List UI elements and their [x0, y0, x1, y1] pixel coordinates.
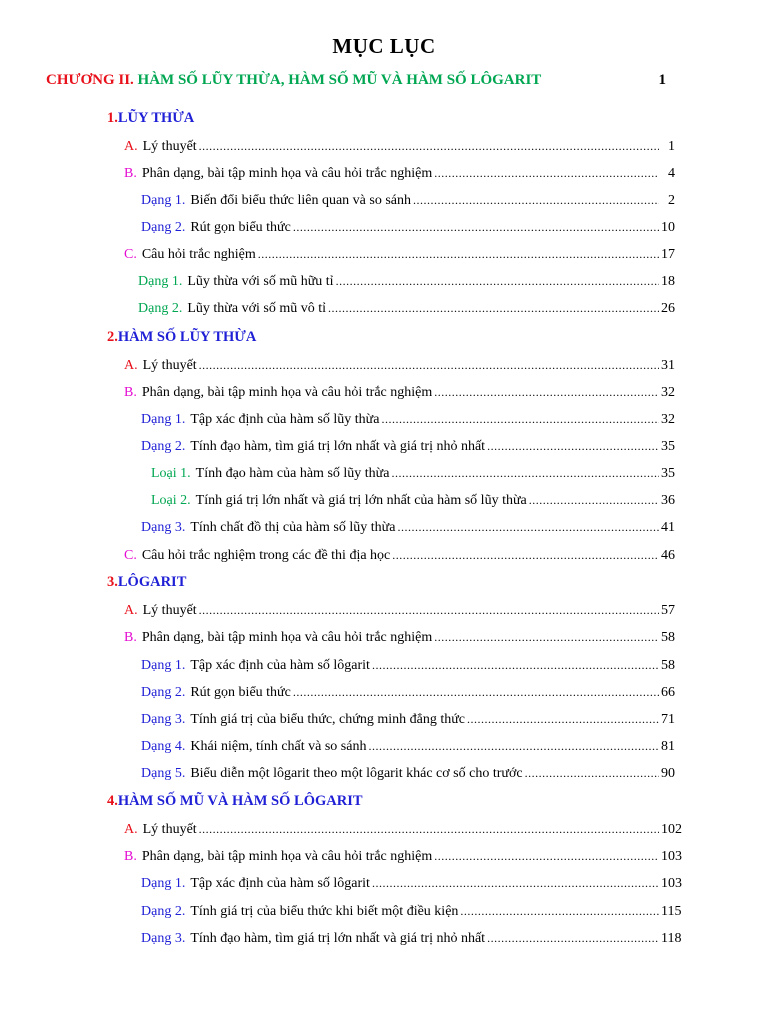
section-number: 3.: [107, 574, 118, 590]
entry-label: Dạng 2.: [141, 439, 186, 454]
toc-entry[interactable]: [124, 382, 675, 402]
entry-label: B.: [124, 385, 137, 400]
entry-label: Loại 2.: [151, 493, 191, 508]
entry-text: Tính đạo hàm, tìm giá trị lớn nhất và giá trị nhỏ nhất: [190, 931, 486, 946]
leader-dots: [434, 382, 659, 402]
entry-label: Dạng 1.: [141, 876, 186, 891]
entry-page: 18: [661, 274, 675, 289]
entry-label: Dạng 1.: [141, 193, 186, 208]
entry-text: Tập xác định của hàm số lũy thừa: [190, 412, 380, 427]
entry-text: Tính giá trị lớn nhất và giá trị lớn nhất của hàm số lũy thừa: [195, 493, 527, 508]
leader-dots: [381, 409, 659, 429]
chapter-page: 1: [658, 72, 666, 88]
entry-text: Phân dạng, bài tập minh họa và câu hỏi trắc nghiệm: [141, 849, 433, 864]
leader-dots: [328, 298, 659, 318]
entry-text: Lý thuyết: [142, 603, 197, 618]
toc-entry[interactable]: [124, 136, 675, 156]
section-title: HÀM SỐ LŨY THỪA: [117, 329, 257, 345]
entry-label: Dạng 2.: [138, 301, 183, 316]
section-heading[interactable]: [107, 574, 186, 591]
chapter-title: HÀM SỐ LŨY THỪA, HÀM SỐ MŨ VÀ HÀM SỐ LÔGARIT: [137, 72, 542, 88]
entry-label: B.: [124, 630, 137, 645]
chapter-prefix: CHƯƠNG II.: [46, 72, 138, 88]
entry-label: Dạng 1.: [141, 658, 186, 673]
entry-page: 2: [668, 193, 675, 208]
entry-label: C.: [124, 247, 137, 262]
leader-dots: [372, 655, 659, 675]
entry-text: Tính chất đồ thị của hàm số lũy thừa: [190, 520, 396, 535]
entry-label: B.: [124, 166, 137, 181]
section-number: 1.: [107, 110, 118, 126]
toc-entry[interactable]: [141, 736, 675, 756]
entry-label: Dạng 3.: [141, 712, 186, 727]
entry-text: Biểu diễn một lôgarit theo một lôgarit khác cơ số cho trước: [190, 766, 523, 781]
toc-entry[interactable]: [124, 846, 682, 866]
entry-page: 10: [661, 220, 675, 235]
entry-page: 36: [661, 493, 675, 508]
leader-dots: [293, 217, 659, 237]
entry-page: 17: [661, 247, 675, 262]
section-heading[interactable]: [107, 110, 194, 127]
entry-page: 57: [661, 603, 675, 618]
entry-text: Tập xác định của hàm số lôgarit: [190, 658, 370, 673]
toc-entry[interactable]: [124, 163, 675, 183]
toc-entry[interactable]: [124, 600, 675, 620]
entry-page: 32: [661, 412, 675, 427]
leader-dots: [336, 271, 659, 291]
toc-entry[interactable]: [124, 545, 675, 565]
entry-label: C.: [124, 548, 137, 563]
toc-entry[interactable]: [141, 409, 675, 429]
entry-label: Dạng 2.: [141, 220, 186, 235]
entry-label: Dạng 1.: [138, 274, 183, 289]
leader-dots: [199, 600, 659, 620]
entry-page: 1: [668, 139, 675, 154]
entry-text: Tập xác định của hàm số lôgarit: [190, 876, 370, 891]
toc-entry[interactable]: [141, 928, 682, 948]
entry-page: 58: [661, 630, 675, 645]
entry-text: Phân dạng, bài tập minh họa và câu hỏi trắc nghiệm: [141, 166, 433, 181]
leader-dots: [397, 517, 659, 537]
toc-entry[interactable]: [151, 463, 675, 483]
toc-entry[interactable]: [141, 873, 682, 893]
section-title: HÀM SỐ MŨ VÀ HÀM SỐ LÔGARIT: [117, 793, 363, 809]
entry-page: 81: [661, 739, 675, 754]
leader-dots: [391, 463, 659, 483]
leader-dots: [258, 244, 659, 264]
entry-page: 66: [661, 685, 675, 700]
entry-label: A.: [124, 822, 138, 837]
leader-dots: [487, 436, 659, 456]
entry-page: 31: [661, 358, 675, 373]
entry-page: 58: [661, 658, 675, 673]
section-title: LÔGARIT: [117, 574, 187, 590]
leader-dots: [434, 846, 659, 866]
entry-label: Dạng 3.: [141, 520, 186, 535]
entry-text: Khái niệm, tính chất và so sánh: [190, 739, 367, 754]
leader-dots: [293, 682, 659, 702]
toc-entry[interactable]: [141, 217, 675, 237]
chapter-heading[interactable]: [46, 72, 666, 89]
entry-label: A.: [124, 358, 138, 373]
leader-dots: [460, 901, 659, 921]
toc-entry[interactable]: [138, 271, 675, 291]
toc-entry[interactable]: [141, 190, 675, 210]
section-heading[interactable]: [107, 793, 363, 810]
entry-page: 102: [661, 822, 682, 837]
entry-label: A.: [124, 603, 138, 618]
entry-label: Dạng 2.: [141, 904, 186, 919]
toc-entry[interactable]: [138, 298, 675, 318]
leader-dots: [434, 627, 659, 647]
entry-page: 90: [661, 766, 675, 781]
toc-entry[interactable]: [141, 709, 675, 729]
leader-dots: [372, 873, 659, 893]
entry-label: A.: [124, 139, 138, 154]
toc-entry[interactable]: [124, 819, 682, 839]
toc-entry[interactable]: [141, 517, 675, 537]
entry-label: Dạng 3.: [141, 931, 186, 946]
entry-label: Dạng 2.: [141, 685, 186, 700]
leader-dots: [199, 136, 659, 156]
entry-label: B.: [124, 849, 137, 864]
entry-page: 71: [661, 712, 675, 727]
toc-entry[interactable]: [151, 490, 675, 510]
entry-page: 35: [661, 439, 675, 454]
entry-text: Câu hỏi trắc nghiệm: [141, 247, 256, 262]
entry-text: Rút gọn biểu thức: [190, 685, 291, 700]
toc-entry[interactable]: [141, 763, 675, 783]
page-title: MỤC LỤC: [332, 34, 436, 58]
section-title: LŨY THỪA: [117, 110, 195, 126]
toc-entry[interactable]: [141, 655, 675, 675]
toc-entry[interactable]: [124, 244, 675, 264]
entry-text: Rút gọn biểu thức: [190, 220, 291, 235]
entry-page: 46: [661, 548, 675, 563]
entry-page: 118: [661, 931, 682, 946]
entry-page: 103: [661, 849, 682, 864]
section-heading[interactable]: [107, 329, 256, 346]
section-number: 2.: [107, 329, 118, 345]
entry-page: 26: [661, 301, 675, 316]
leader-dots: [392, 545, 659, 565]
entry-text: Tính đạo hàm, tìm giá trị lớn nhất và giá trị nhỏ nhất: [190, 439, 486, 454]
entry-page: 35: [661, 466, 675, 481]
leader-dots: [487, 928, 659, 948]
leader-dots: [434, 163, 659, 183]
entry-text: Tính giá trị của biểu thức, chứng minh đẳng thức: [190, 712, 466, 727]
toc-entry[interactable]: [141, 436, 675, 456]
leader-dots: [368, 736, 659, 756]
leader-dots: [467, 709, 659, 729]
entry-page: 103: [661, 876, 682, 891]
entry-page: 32: [661, 385, 675, 400]
entry-label: Dạng 1.: [141, 412, 186, 427]
entry-text: Phân dạng, bài tập minh họa và câu hỏi trắc nghiệm: [141, 385, 433, 400]
leader-dots: [529, 490, 659, 510]
entry-text: Lũy thừa với số mũ vô tỉ: [187, 301, 326, 316]
entry-text: Biến đổi biểu thức liên quan và so sánh: [190, 193, 411, 208]
entry-label: Loại 1.: [151, 466, 191, 481]
entry-label: Dạng 5.: [141, 766, 186, 781]
leader-dots: [413, 190, 659, 210]
entry-text: Lý thuyết: [142, 822, 197, 837]
entry-page: 115: [661, 904, 682, 919]
toc-entry[interactable]: [124, 627, 675, 647]
toc-entry[interactable]: [141, 901, 682, 921]
entry-text: Tính giá trị của biểu thức khi biết một điều kiện: [190, 904, 459, 919]
entry-text: Tính đạo hàm của hàm số lũy thừa: [195, 466, 390, 481]
leader-dots: [525, 763, 659, 783]
entry-page: 41: [661, 520, 675, 535]
entry-page: 4: [668, 166, 675, 181]
leader-dots: [199, 355, 659, 375]
entry-label: Dạng 4.: [141, 739, 186, 754]
entry-text: Lũy thừa với số mũ hữu tỉ: [187, 274, 334, 289]
entry-text: Phân dạng, bài tập minh họa và câu hỏi trắc nghiệm: [141, 630, 433, 645]
toc-entry[interactable]: [141, 682, 675, 702]
entry-text: Câu hỏi trắc nghiệm trong các đề thi địa học: [141, 548, 391, 563]
leader-dots: [199, 819, 659, 839]
section-number: 4.: [107, 793, 118, 809]
toc-entry[interactable]: [124, 355, 675, 375]
entry-text: Lý thuyết: [142, 139, 197, 154]
entry-text: Lý thuyết: [142, 358, 197, 373]
